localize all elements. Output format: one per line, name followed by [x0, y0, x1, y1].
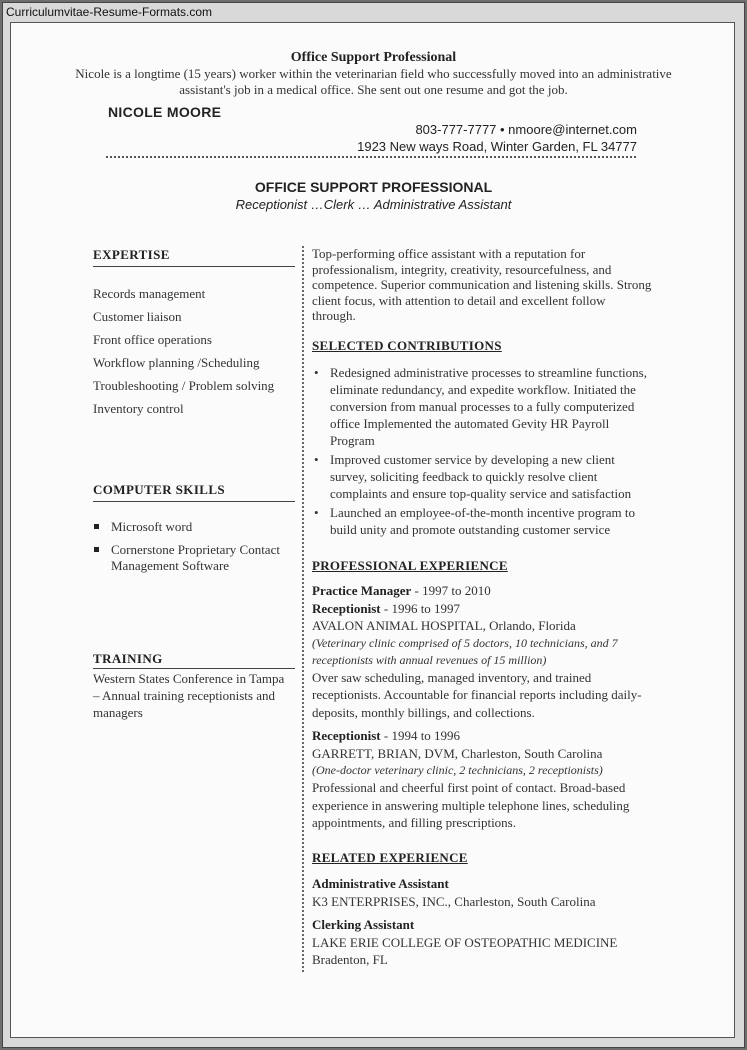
job-description: Professional and cheerful first point of contact. Broad-based experience in answering multiple telephone lines, scheduling appointments, and filling prescriptions. [312, 780, 630, 830]
summary-paragraph: Top-performing office assistant with a reputation for professionalism, integrity, creativity, resourcefulness, and competence. Superior communication and listening skills. Strong client focus, with attention to detail and excellent follow through. [312, 246, 652, 323]
training-heading: TRAINING [93, 651, 163, 666]
expertise-list [93, 282, 293, 420]
job-receptionist-garrett: Receptionist - 1994 to 1996 [312, 728, 461, 743]
contributions-list [312, 364, 652, 540]
expertise-item: Records management [93, 286, 206, 301]
contribution-item: • Launched an employee-of-the-month incentive program to build unity and promote outstanding customer service [314, 505, 636, 537]
expertise-item: Troubleshooting / Problem solving [93, 378, 275, 393]
computer-skills-heading: COMPUTER SKILLS [93, 482, 226, 497]
related-experience-block [312, 875, 652, 969]
candidate-name: NICOLE MOORE [108, 104, 222, 120]
contact-phone-email: 803-777-7777 • nmoore@internet.com [415, 122, 637, 137]
expertise-item: Workflow planning /Scheduling [93, 355, 260, 370]
header-title: Office Support Professional [290, 50, 457, 65]
job-note: (Veterinary clinic comprised of 5 doctors, 10 technicians, and 7 receptionists with annual revenues of 15 million) [312, 635, 618, 667]
experience-heading: PROFESSIONAL EXPERIENCE [312, 558, 508, 573]
contact-address: 1923 New ways Road, Winter Garden, FL 34777 [357, 139, 637, 154]
header-dotted-rule [106, 156, 636, 158]
bullet-icon: • [314, 365, 319, 380]
contribution-item: • Improved customer service by developing a new client survey, soliciting feedback to quickly resolve client complaints and ensure top-quality service and satisfaction [314, 452, 632, 501]
square-bullet-icon [94, 547, 99, 552]
column-divider [302, 246, 304, 972]
computer-skills-list [93, 519, 293, 581]
expertise-rule [93, 266, 295, 267]
header-intro: Nicole is a longtime (15 years) worker within the veterinarian field who successfully moved into an administrative assistant's job in a medical office. She sent out one resume and got the job. [75, 66, 672, 97]
resume-subtitle: Receptionist …Clerk … Administrative Assistant [235, 197, 512, 212]
computer-skills-rule [93, 501, 295, 502]
related-title: Clerking Assistant [312, 917, 415, 932]
job-receptionist-avalon: Receptionist - 1996 to 1997 [312, 600, 461, 616]
related-experience-heading: RELATED EXPERIENCE [312, 850, 468, 865]
bullet-icon: • [314, 505, 319, 520]
job-note: (One-doctor veterinary clinic, 2 technicians, 2 receptionists) [312, 763, 603, 777]
bullet-icon: • [314, 452, 319, 467]
job-description: Over saw scheduling, managed inventory, and trained receptionists. Accountable for financial reports including daily-deposits, monthly billings, and collections. [312, 669, 642, 720]
related-org: K3 ENTERPRISES, INC., Charleston, South Carolina [312, 893, 596, 909]
expertise-item: Customer liaison [93, 309, 182, 324]
computer-skill-item: Cornerstone Proprietary Contact Management Software [93, 542, 293, 574]
job-employer: GARRETT, BRIAN, DVM, Charleston, South Carolina [312, 745, 603, 761]
related-title: Administrative Assistant [312, 876, 449, 891]
square-bullet-icon [94, 524, 99, 529]
site-label: Curriculumvitae-Resume-Formats.com [6, 5, 213, 19]
job-employer: AVALON ANIMAL HOSPITAL, Orlando, Florida [312, 618, 576, 633]
training-rule [93, 668, 295, 669]
experience-block [312, 582, 652, 832]
resume-title: OFFICE SUPPORT PROFESSIONAL [254, 179, 493, 195]
computer-skill-item: Microsoft word [93, 519, 293, 535]
contributions-heading: SELECTED CONTRIBUTIONS [312, 338, 502, 353]
contribution-item: • Redesigned administrative processes to streamline functions, eliminate redundancy, and expedite workflow. Initiated the conversion from manual processes to a fully computerized office Implemented the automated Gevity HR Payroll Program [314, 365, 647, 448]
job-practice-manager: Practice Manager - 1997 to 2010 [312, 583, 491, 598]
related-org: LAKE ERIE COLLEGE OF OSTEOPATHIC MEDICINE [312, 934, 618, 950]
expertise-item: Front office operations [93, 332, 212, 347]
training-text: Western States Conference in Tampa – Annual training receptionists and managers [93, 671, 285, 720]
expertise-item: Inventory control [93, 401, 184, 416]
expertise-heading: EXPERTISE [93, 247, 170, 262]
related-location: Bradenton, FL [312, 952, 388, 967]
